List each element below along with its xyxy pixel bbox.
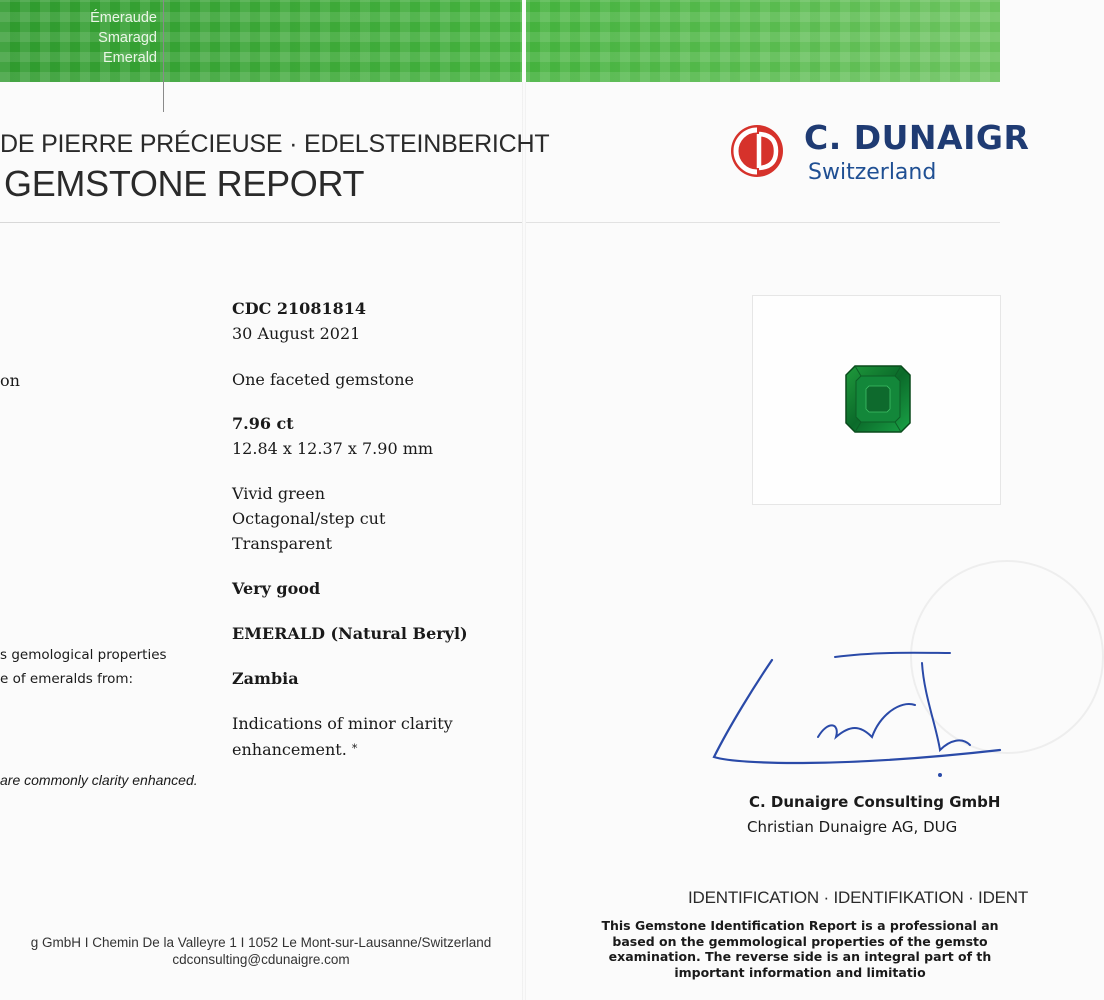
- report-date: 30 August 2021: [232, 324, 361, 343]
- header-divider: [163, 0, 164, 112]
- footnote: are commonly clarity enhanced.: [0, 772, 198, 788]
- stone-names: [0, 8, 157, 68]
- signer-company: C. Dunaigre Consulting GmbH: [749, 793, 1001, 811]
- stone-name-en: Emerald: [103, 50, 157, 66]
- description-value: One faceted gemstone: [232, 370, 415, 389]
- comment-line1: Indications of minor clarity: [232, 714, 453, 733]
- stone-name-de: Smaragd: [98, 30, 157, 46]
- comment-text: enhancement.: [232, 740, 347, 759]
- emerald-image: [753, 296, 1000, 504]
- stone-name-fr: Émeraude: [90, 10, 157, 26]
- disclaimer-line: based on the gemmological properties of the gemsto: [612, 933, 988, 949]
- center-fold: [522, 82, 526, 1000]
- signature: [700, 645, 1000, 780]
- cut-value: Octagonal/step cut: [232, 509, 386, 528]
- title-rule: [0, 222, 522, 223]
- origin-value: Zambia: [232, 669, 299, 688]
- identification-heading: IDENTIFICATION · IDENTIFIKATION · IDENT: [688, 888, 1029, 907]
- footer-address: g GmbH I Chemin De la Valleyre 1 I 1052 Le Mont-sur-Lausanne/Switzerland: [30, 935, 492, 950]
- quality-value: Very good: [232, 579, 321, 598]
- report-title: GEMSTONE REPORT: [4, 163, 365, 204]
- disclaimer: [560, 918, 1040, 980]
- color-value: Vivid green: [232, 484, 326, 503]
- transparency-value: Transparent: [232, 534, 333, 553]
- origin-label-line1: s gemological properties: [0, 647, 167, 663]
- disclaimer-line: This Gemstone Identification Report is a professional an: [601, 918, 999, 933]
- disclaimer-line: important information and limitatio: [674, 964, 926, 980]
- disclaimer-line: examination. The reverse side is an integral part of th: [608, 949, 992, 964]
- brand-location: Switzerland: [808, 160, 937, 185]
- fold-top: [522, 0, 526, 82]
- cd-logo-icon: [730, 124, 784, 178]
- brand-name: C. DUNAIGR: [804, 118, 1030, 157]
- logo-rule: [526, 222, 1000, 223]
- comment-asterisk: *: [351, 742, 358, 755]
- report-title-multilingual: DE PIERRE PRÉCIEUSE · EDELSTEINBERICHT: [0, 130, 550, 158]
- origin-label-line2: e of emeralds from:: [0, 671, 134, 687]
- description-label: on: [0, 371, 20, 390]
- footer-email: cdconsulting@cdunaigre.com: [172, 952, 350, 967]
- comment-line2: [232, 737, 357, 762]
- report-number: CDC 21081814: [232, 299, 366, 318]
- dimensions-value: 12.84 x 12.37 x 7.90 mm: [232, 439, 434, 458]
- signer-name: Christian Dunaigre AG, DUG: [747, 818, 958, 836]
- gemstone-photo: [753, 296, 1000, 504]
- weight-value: 7.96 ct: [232, 414, 294, 433]
- species-value: EMERALD (Natural Beryl): [232, 624, 468, 643]
